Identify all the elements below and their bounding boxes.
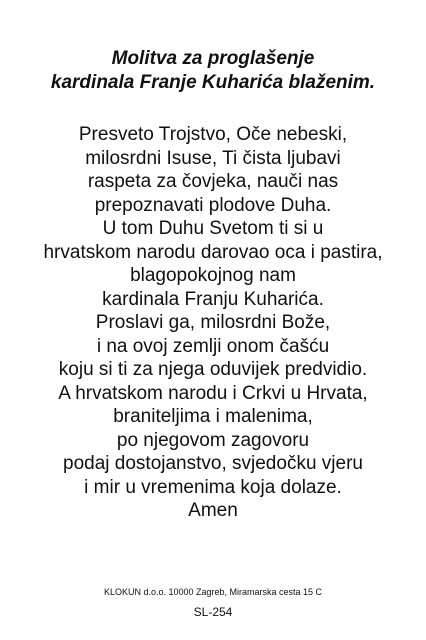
prayer-line: raspeta za čovjeka, nauči nas (87, 171, 339, 192)
publisher-address: KLOKUN d.o.o. 10000 Zagreb, Miramarska cesta 15 C (103, 587, 323, 597)
prayer-line: Presveto Trojstvo, Oče nebeski, (78, 124, 348, 145)
prayer-line: hrvatskom narodu darovao oca i pastira, (43, 241, 383, 263)
title-line-1: Molitva za proglašenje (111, 48, 315, 69)
prayer-line: braniteljima i malenima, (113, 406, 313, 427)
prayer-line: koju si ti za njega oduvijek predvidio. (58, 359, 368, 380)
prayer-line: blagopokojnog nam (130, 265, 296, 286)
prayer-line: Proslavi ga, milosrdni Bože, (95, 312, 331, 333)
prayer-line: kardinala Franju Kuharića. (102, 288, 324, 310)
title-line-2: kardinala Franje Kuharića blaženim. (50, 72, 376, 93)
prayer-line: podaj dostojanstvo, svjedočku vjeru (63, 453, 363, 474)
prayer-line: prepoznavati plodove Duha. (94, 194, 332, 216)
prayer-text (0, 123, 426, 523)
prayer-line: A hrvatskom narodu i Crkvi u Hrvata, (58, 382, 368, 404)
prayer-line: i na ovoj zemlji onom čašću (96, 335, 330, 357)
prayer-line: i mir u vremenima koja dolaze. (84, 476, 342, 498)
prayer-title (0, 47, 426, 95)
prayer-line: milosrdni Isuse, Ti čista ljubavi (85, 147, 341, 169)
prayer-line: U tom Duhu Svetom ti si u (102, 218, 324, 239)
prayer-amen: Amen (188, 500, 238, 521)
prayer-line: po njegovom zagovoru (116, 429, 310, 451)
product-code: SL-254 (193, 605, 233, 619)
